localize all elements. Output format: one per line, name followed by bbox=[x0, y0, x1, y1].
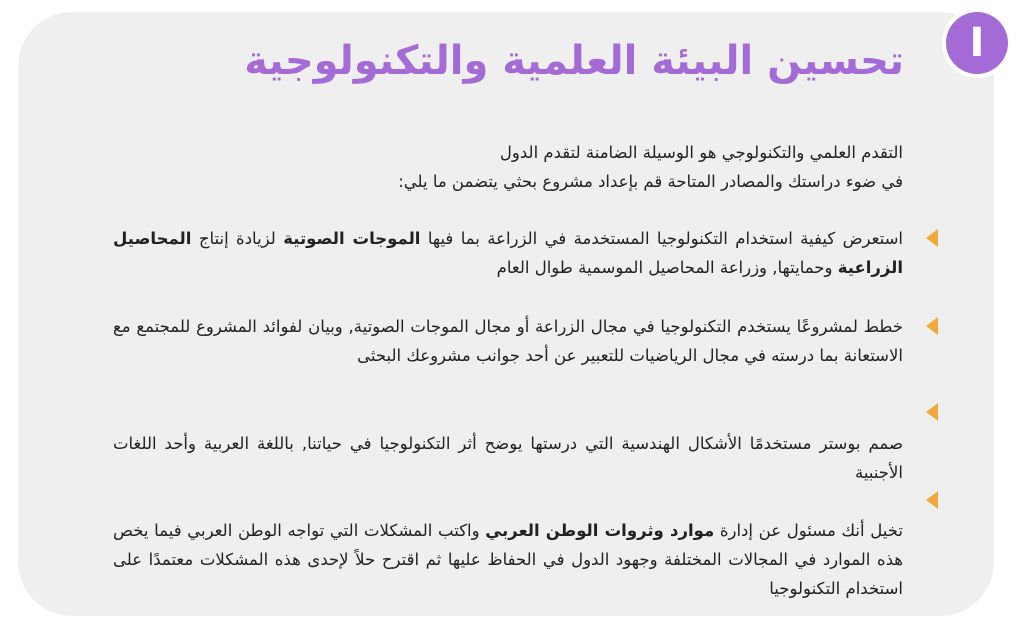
bullet-arrow-icon bbox=[926, 317, 938, 335]
task-item-2: خطط لمشروعًا يستخدم التكنولوجيا في مجال الزراعة أو مجال الموجات الصوتية, وبيان لفوائد المشروع للمجتمع مع الاستعانة بما درسته في مجال الرياضيات للتعبير عن أحد جوانب مشروعك البحثى bbox=[113, 317, 903, 365]
bullet-arrow-icon bbox=[926, 491, 938, 509]
section-number: I bbox=[969, 20, 985, 66]
task-text: لزيادة إنتاج bbox=[191, 229, 284, 248]
task-item-1 bbox=[113, 224, 903, 282]
intro-paragraph bbox=[123, 138, 903, 196]
bullet-arrow-icon bbox=[926, 403, 938, 421]
task-text: استعرض كيفية استخدام التكنولوجيا المستخدمة في الزراعة بما فيها bbox=[420, 229, 903, 248]
task-text: واكتب المشكلات التي تواجه الوطن العربي فيما يخص هذه الموارد في المجالات المختلفة وجهود الدول في الحفاظ عليها ثم اقترح حلاً لإحدى هذه المشكلات معتمدًا على استخدام التكنولوجيا bbox=[113, 521, 903, 598]
task-item-4 bbox=[113, 516, 903, 603]
intro-line-2: في ضوء دراستك والمصادر المتاحة قم بإعداد مشروع بحثي يتضمن ما يلي: bbox=[398, 172, 903, 191]
page-title: تحسين البيئة العلمية والتكنولوجية bbox=[244, 38, 904, 84]
task-text: وحمايتها, وزراعة المحاصيل الموسمية طوال العام bbox=[496, 258, 838, 277]
task-highlight: المحاصيل الزراعية bbox=[113, 229, 903, 277]
task-item-3: صمم بوستر مستخدمًا الأشكال الهندسية التي درستها يوضح أثر التكنولوجيا في حياتنا, باللغة العربية وأحد اللغات الأجنبية bbox=[113, 434, 903, 482]
bullet-arrow-icon bbox=[926, 229, 938, 247]
section-number-badge bbox=[946, 12, 1008, 74]
intro-line-1: التقدم العلمي والتكنولوجي هو الوسيلة الضامنة لتقدم الدول bbox=[499, 143, 903, 162]
task-highlight: الموجات الصوتية bbox=[283, 229, 421, 248]
task-text: تخيل أنك مسئول عن إدارة bbox=[714, 521, 904, 540]
task-highlight: موارد وثروات الوطن العربي bbox=[485, 521, 715, 540]
